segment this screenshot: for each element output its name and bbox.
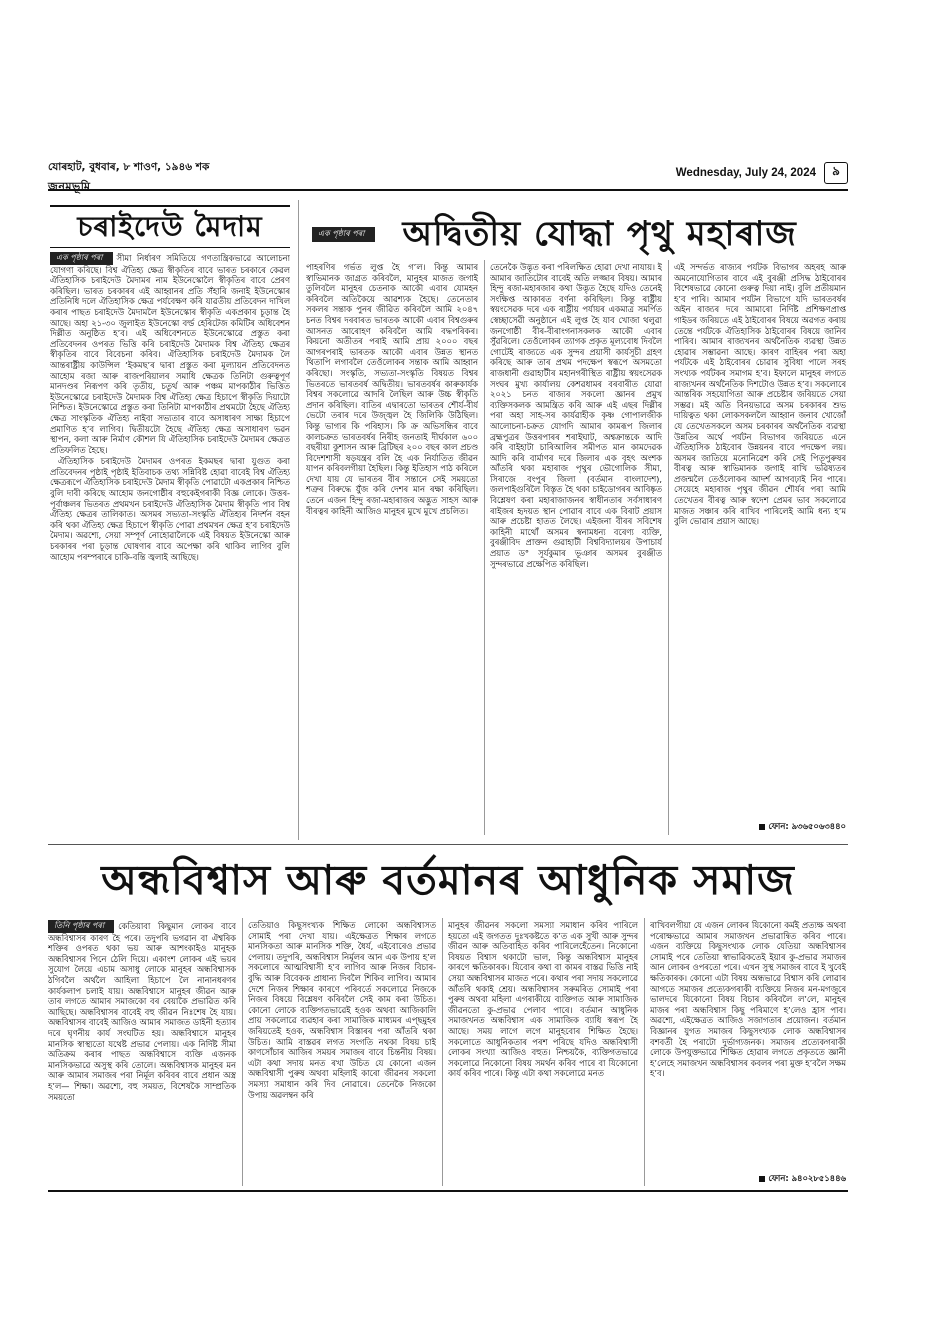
- article-2-phone: ফোন: ৯৩৬৫০৬৩৪৪০: [674, 820, 846, 834]
- article-1-para-1: এক পৃষ্ঠাৰ পৰা সীমা নিৰ্ধাৰণ সমিতিয়ে গণতান্ত্ৰিকভাৱে আলোচনা যোগণা কৰিছে। বিশ্ব ঐতিহ্য ক্ষেত্ৰ স্বীকৃতিৰ বাবে ভাৰত চৰকাৰে কেৱল ঐতিহাসিক চৰাইদেউ মৈদামৰ নাম ইউনেস্কোলৈ স্বীকৃতিৰ বাবে প্ৰেৰণ কৰিছিল। ভাৰত চৰকাৰৰ এই আহ্বানৰ প্ৰতি সঁহাৰি জনাই ইউনেস্কোৰ প্ৰতিনিধি দলে ঐতিহাসিক ক্ষেত্ৰ পৰ্যবেক্ষণ কৰি যাৱতীয় প্ৰতিবেদন দাখিল কৰাৰ পাছত চৰাইদেউ মৈদামলৈ ইউনেস্কোৰ স্বীকৃতি একপ্ৰকাৰ চূড়ান্ত হৈ আছে। অহা ২১-৩০ জুলাইত ইউনেস্কো বৰ্ল্ড হেৰিটেজ কমিটিৰ অধিবেশন দিল্লীত অনুষ্ঠিত হ’ব। এই অধিবেশনতে ইউনেস্কোৱে প্ৰস্তুত কৰা প্ৰতিবেদনৰ ওপৰত ভিত্তি কৰি চৰাইদেউ মৈদামক বিশ্ব ঐতিহ্য ক্ষেত্ৰৰ স্বীকৃতিৰ বাবে বিবেচনা কৰিব। ঐতিহাসিক চৰাইদেউ মৈদামক লৈ আন্তৰাষ্ট্ৰীয় কাউন্সিল ‘ইকমছ’ৰ দ্বাৰা প্ৰস্তুত কৰা মূল্যায়ন প্ৰতিবেদনত আহোম ৰজা আৰু ৰাজপৰিয়ালৰ সমাধি ক্ষেত্ৰক তিনিটা গুৰুত্বপূৰ্ণ মানদণ্ডৰ নিৰূপণ কৰি তৃতীয়, চতুৰ্থ আৰু পঞ্চম মাপকাঠীৰ ভিত্তিত ইউনেস্কোৱে চৰাইদেউ মৈদামক বিশ্ব ঐতিহ্য ক্ষেত্ৰ হিচাপে স্বীকৃতি দিয়াটো নিশ্চিত। ইউনেস্কোৱে প্ৰস্তুত কৰা তিনিটা মাপকাঠীৰ প্ৰথমটো হৈছে ঐতিহ্য ক্ষেত্ৰ সাংস্কৃতিক ঐতিহ্য নাইবা সভ্যতাৰ বাবে অসাধাৰণ সাক্ষ্য হিচাপে প্ৰমাণিত হ’ব লাগিব। দ্বিতীয়টো হৈছে ঐতিহ্য ক্ষেত্ৰ অসাধাৰণ ভৱন স্থাপন, কলা আৰু নিৰ্মাণ কৌশল যি ঐতিহাসিক চৰাইদেউ মৈদামৰ ক্ষেত্ৰত প্ৰতিফলিত হৈছে।: [50, 252, 290, 455]
- square-bullet-icon: [759, 824, 765, 830]
- article-1-body: [50, 252, 290, 832]
- column-divider: [484, 260, 485, 835]
- article-2-title: অদ্বিতীয় যোদ্ধা পৃথু মহাৰাজ: [402, 214, 797, 254]
- column-divider: [668, 260, 669, 835]
- header-rule: [48, 189, 848, 191]
- column-divider: [442, 918, 443, 1186]
- column-divider: [298, 200, 299, 840]
- square-bullet-icon: [759, 1176, 765, 1182]
- dateline: যোৰহাট, বুধবাৰ, ৮ শাওণ, ১৯৪৬ শক: [48, 161, 210, 173]
- article-3-col-4: ৰাখিবলগীয়া যে এজন লোকৰ যিকোনো কৰ্মই প্ৰত্যক্ষ অথবা পৰোক্ষভাৱে আমাৰ সমাজখন প্ৰভাৱান্বিত কৰিব পাৰে। এজন ব্যক্তিয়ে কিছুসংখ্যক লোক যেতিয়া অন্ধবিশ্বাসৰ সোমাই পৰে তেতিয়া স্বাভাৱিকতেই ইয়াৰ কু-প্ৰভাৱ সমাজৰ আন লোকৰ ওপৰতো পৰে। এখন সুস্থ সমাজৰ বাবে ই খুবেই ক্ষতিকাৰক। কোনো এটা বিষয় অন্ধভাৱে বিশ্বাস কৰি লোৱাৰ আগতে সমাজৰ প্ৰত্যেকগৰাকী ব্যক্তিয়ে নিজৰ মন-মগজুৰে ভালদৰে যিকোনো বিষয় বিচাৰ কৰিবলৈ ল’লে, মানুহৰ মাজৰ পৰা অন্ধবিশ্বাস কিছু পৰিমাণে হ’লেও হ্ৰাস পাব। অৱশ্যে, এইক্ষেত্ৰত আজিও সজাগতাৰ প্ৰয়োজন। বৰ্তমান বিজ্ঞানৰ যুগত সমাজৰ কিছুসংখ্যক লোক অন্ধবিশ্বাসৰ বশবৰ্তী হৈ পৰাটো দুৰ্ভাগ্যজনক। সমাজৰ প্ৰত্যেকগৰাকী লোকে উপযুক্তভাৱে শিক্ষিত হোৱাৰ লগতে প্ৰকৃততে জ্ঞানী হ’লেহে সমাজখন অন্ধবিশ্বাসৰ কবলৰ পৰা মুক্ত হ’বলৈ সক্ষম হ’ব।: [650, 920, 846, 1079]
- column-divider: [242, 918, 243, 1186]
- section-rule: [48, 844, 848, 845]
- article-1-title: চৰাইদেউ মৈদাম: [50, 205, 290, 248]
- article-1-para-2: ঐতিহাসিক চৰাইদেউ মৈদামৰ ওপৰত ইকমছৰ দ্বাৰা যুগুত কৰা প্ৰতিবেদনৰ পৃষ্ঠাই পৃষ্ঠাই ইতিবাচক তথ্য সন্নিবিষ্ট হোৱা বাবেই বিশ্ব ঐতিহ্য ক্ষেত্ৰৰূপে ঐতিহাসিক চৰাইদেউ মৈদাম স্বীকৃতি পোৱাটো একপ্ৰকাৰ নিশ্চিত বুলি দাবী কৰিছে আহোম জনগোষ্ঠীৰ বহুকেইগৰাকী বিজ্ঞ লোকে। উত্তৰ-পূৰ্বাঞ্চলৰ ভিতৰত প্ৰথমখন চৰাইদেউ ঐতিহাসিক মৈদাম স্বীকৃতি পাব বিশ্ব ঐতিহ্য ক্ষেত্ৰৰ তালিকাত। অসমৰ সভ্যতা-সংস্কৃতি ঐতিহ্যৰ নিদৰ্শন বহন কৰি থকা ঐতিহ্য ক্ষেত্ৰ হিচাপে স্বীকৃতি পোৱা প্ৰথমখন ক্ষেত্ৰ হ’ব চৰাইদেউ মৈদাম। অৱশ্যে, সেয়া সম্পূৰ্ণ নোহোৱালৈকে এই বিষয়ত ইউনেস্কো আৰু চৰকাৰৰ পৰা চূড়ান্ত ঘোষণাৰ বাবে অপেক্ষা কৰি থাকিব লাগিব বুলি আহোম পৰম্পৰাৰে চাকি-বন্তি জ্বলাই আছিছে।: [50, 456, 290, 562]
- page-bottom-rule: [48, 1190, 848, 1192]
- page-header-right: [676, 162, 848, 184]
- article-3-col-3: মানুহৰ জীৱনৰ সকলো সমস্যা সমাধান কৰিব পাৰিলে হয়তো এই জগতত দুঃখকষ্টতে ক’ত এক সুখী আৰু সুন্দৰ জীৱন আৰু অতিবাহিত কৰিব পাৰিলেহেঁতেন। নিকোনো বিষয়ত বিশ্বাস থকাটো ভাল, কিন্তু অন্ধবিশ্বাস মানুহৰ কাৰণে ক্ষতিকাৰক। যিবোৰ কথা বা কামৰ বাস্তৱ ভিত্তি নাই সেয়া অন্ধবিশ্বাসৰ মাজত পৰে। কথাৰ পৰা সদায় সকলোৱে আঁতৰি থকাই শ্ৰেয়। অন্ধবিশ্বাসৰ সৰুমৰিত সোমাই পৰা পুৰুষ অথবা মহিলা এগৰাকীয়ে ব্যক্তিগত আৰু সামাজিক জীৱনতো কু-প্ৰভাৱ পেলাব পাৰে। বৰ্তমান আধুনিক সমাজখনত অন্ধবিশ্বাস এক সামাজিক ব্যাধি স্বৰূপ হৈ আছে। সময় লাগে লগে মানুহবোৰ শিক্ষিত হৈছে। সকলোতে আধুনিকতাৰ পৰশ পৰিছে যদিও অন্ধবিশ্বাসী লোকৰ সংখ্যা আজিও বহুত। নিশ্চয়কৈ, ব্যক্তিগতভাৱে সকলোৱে নিকোনো বিষয় সমৰ্থন কৰিব পাৰে বা যিকোনো কাৰ্য কৰিব পাৰে। কিন্তু এটা কথা সকলোৱে মনত: [448, 920, 638, 1079]
- column-divider: [644, 918, 645, 1186]
- continued-tag: এক পৃষ্ঠাৰ পৰা: [50, 252, 113, 265]
- article-3-col-1: তিনি পৃষ্ঠাৰ পৰা কেতিয়াবা কিছুমান লোকৰ বাবে অন্ধবিশ্বাসৰ কাৰণ হৈ পৰে। তদুপৰি ভগৱান বা ঐশ্বৰিক শক্তিৰ ওপৰত থকা ভয় আৰু আশংকাইও মানুহক অন্ধবিশ্বাসৰ পিনে ঠেলি দিয়ে। একাংশ লোকৰ এই ভয়ৰ সুযোগ লৈয়ে এচাম অসাধু লোকে মানুহৰ অন্ধবিশ্বাসক ঠগিবলৈ অৰ্থলৈ আহিলা হিচাপে লৈ নানানধৰণৰ কাৰ্যকলাপ চলাই যায়। অন্ধবিশ্বাসে মানুহৰ জীৱন আৰু তাৰ লগতে আমাৰ সমাজকো বৰ বেয়াকৈ প্ৰভাৱিত কৰি আছিছে। অন্ধবিশ্বাসৰ বাবেই বহু জীৱন নিঃশেষ হৈ যায়। অন্ধবিশ্বাসৰ বাবেই আজিও আমাৰ সমাজত ডাইনী হত্যাৰ দৰে ঘৃণনীয় কাৰ্য সংঘটিত হয়। অন্ধবিশ্বাসে মানুহৰ মানসিক স্বাস্থ্যতো যথেষ্ট প্ৰভাৱ পেলায়। এক নিৰ্দিষ্ট সীমা অতিক্ৰম কৰাৰ পাছত অন্ধবিশ্বাসে ব্যক্তি এজনক মানসিকভাৱে অসুস্থ কৰি তোলে। অন্ধবিশ্বাসক মানুহৰ মন আৰু আমাৰ সমাজৰ পৰা নিৰ্মূল কৰিবৰ বাবে প্ৰধান অস্ত্ৰ হ’ল— শিক্ষা। অৱশ্যে, বহু সময়ত, বিশেষকৈ সাম্প্ৰতিক সময়তো: [48, 920, 236, 1102]
- continued-tag: তিনি পৃষ্ঠাৰ পৰা: [48, 920, 114, 933]
- article-2-col-2: তেনেকৈ উদ্ভৃত কৰা পৰিলক্ষিত হোৱা দেখা নাযায়। ই আমাৰ জাতিটোৰ বাবেই অতি লজ্জাৰ বিষয়। আমাৰ হিন্দু ৰজা-মহাৰজাৰ কথা উদ্ভৃত হৈছে যদিও তেনেই সংক্ষিপ্ত আকাৰত বৰ্ণনা কৰিছিল। কিন্তু ৰাষ্ট্ৰীয় স্বয়ংসেৱক দৰে এক ৰাষ্ট্ৰীয় পৰ্যায়ৰ একমাত্ৰ সমৰ্পিত স্বেচ্ছাসেৱী অনুষ্ঠানে এই লুপ্ত হৈ যাব খোজা থলুৱা জনগোষ্ঠী বীৰ-বীৰাংগনাসকলক আকৌ এবাৰ সুঁৱৰিলে। তেওঁলোকৰ ত্যাগক প্ৰকৃত মূল্যবোধ দিবলৈ গোটেই ৰাজ্যতে এক সুন্দৰ প্ৰয়াসী কাৰ্যসূচী গ্ৰহণ কৰিছে আৰু তাৰ প্ৰথম পদক্ষেপ স্বৰূপে অসমতো ৰাজধানী গুৱাহাটীৰ মহানগৰীস্থিত ৰাষ্ট্ৰীয় স্বয়ংসেৱক সংঘৰ মুখ্য কাৰ্যালয় কেশৱধামৰ বৰবাৰীত যোৱা ২০২১ চনত ৰাজ্যৰ সকলো জ্ঞানৰ প্ৰমুখ ব্যক্তিসকলক আমন্ত্ৰিত কৰি আৰু এই এছৰ দিল্লীৰ পৰা অহা সাহ-সৰ কাৰ্যৱাহীক কৃষ্ণ গোপালজীক আলোচনা-চক্ৰত যোগদি আমাৰ কামৰূপ জিলাৰ ব্ৰহ্মপুত্ৰৰ উত্তৰপাৰৰ শৰাইঘাট, অশ্বক্ৰান্তকে আদি কৰি বাইহাটা চাৰিআলিৰ সমীপত মান কামদেৱক আদি কৰি বাৰ্মাণৰ দৰে জিলাৰ এক বৃহৎ অংশক আঁতৰি থকা মহাৰাজ পৃথুৰ ভৌগোলিক সীমা, সিৰাজে বংপুৰ জিলা (বৰ্তমান বাংলাদেশ), জলপাইগুৰিলৈ বিস্তৃত হৈ থকা চাইডোগৰৰ আবিষ্কৃত বিশ্লেষণ কৰা মহাৰাজাজনৰ স্বাধীনতাৰ সৰ্বসাধাৰণ ৰাইজৰ হৃদয়ত স্থান পোৱাৰ বাবে এক বিৰাট প্ৰয়াস আৰু প্ৰচেষ্টা হাতত লৈছে। এইজনা বীৰৰ সবিশেষ কাহিনী মাথোঁ অসমৰ স্বনামধন্য বৰেণ্য ব্যক্তি, বুৰঞ্জীবিদ প্ৰাক্তন গুৱাহাটী বিশ্ববিদ্যালয়ৰ উপাচাৰ্য প্ৰয়াত ড° সূৰ্যকুমাৰ ভূঞাৰ অসমৰ বুৰঞ্জীত সুন্দৰভাৱে প্ৰক্ষেপিত কৰিছিল।: [490, 262, 662, 569]
- page-header-left: [48, 160, 448, 197]
- article-2-col-3: এই সন্দৰ্ভত ৰাজ্যৰ পৰ্যটক বিভাগৰ অহৰহ আৰু অমনোযোগিতাৰ বাবে এই বুৰঞ্জী প্ৰসিদ্ধ ঠাইবোৰৰ বিশেষভাৱে কোনো গুৰুত্ব দিয়া নাই। বুলি প্ৰতীয়মান হ’ব পাৰি। আমাৰ পৰ্যটন বিভাগে যদি ভাৰতবৰ্ষৰ অইন ৰাজ্যৰ দৰে আমাৰো নিৰ্দিষ্ট প্ৰশিক্ষণপ্ৰাপ্ত গাইডৰ জৰিয়তে এই ঠাইবোৰৰ বিষয়ে অৱগত কৰায় তেন্তে পৰ্যটকে ঐতিহাসিক ঠাইবোৰৰ বিষয়ে জানিব পাৰিব। আমাৰ ৰাজ্যখনৰ অৰ্থনৈতিক ব্যৱস্থা উন্নত হোৱাৰ সম্ভাৱনা আছে। কাৰণ বাহিৰৰ পৰা অহা পৰ্যটকে এই ঠাইবোৰৰ চোৱাৰ সুবিধা পালে সৰহ সংখ্যক পৰ্যটকৰ সমাগম হ’ব। ইফালে মানুহৰ লগতে ৰাজ্যখনৰ অৰ্থনৈতিক দিশটোও উন্নত হ’ব। সকলোৰে আন্তৰিক সহযোগিতা আৰু প্ৰচেষ্টাৰ জৰিয়তে সেয়া সম্ভৱ। মই অতি বিনয়ভাৱে অসম চৰকাৰৰ শুভ দায়িত্বত থকা লোকসকললৈ আহ্বান জনাব খোজোঁ যে তেখেতসকলে অসম চৰকাৰৰ অৰ্থনৈতিক ব্যৱস্থা উন্নতিৰ অৰ্থে পৰ্যটন বিভাগৰ জৰিয়তে এনে ঐতিহাসিক ঠাইবোৰ উন্নয়নৰ বাবে পদক্ষেপ লয়। অসমৰ জাতিয়ে মনোনিৱেশ কৰি সেই পিতৃপুৰুষৰ বীৰত্ব আৰু স্বাভিমানক জগাই ৰাখি ভৱিষ্যতৰ প্ৰজন্মলৈ তেওঁলোকৰ আদৰ্শ আগবঢ়াই নিব পাৰে। সেয়েহে মহাৰাজ পৃথুৰ জীৱন শৌৰ্যৰ পৰা আমি তেখেতৰ বীৰত্ব আৰু স্বদেশ প্ৰেমৰ ভাব সকলোৱে মাজত সঞ্চাৰ কৰি ৰাখিব পাৰিলেই আমি ধন্য হ’ম বুলি ভোৱাৰ প্ৰয়াস আছে।: [674, 262, 846, 527]
- english-date: Wednesday, July 24, 2024: [675, 167, 816, 179]
- page-number: ৯: [824, 162, 848, 184]
- continued-tag: এক পৃষ্ঠাৰ পৰা: [312, 227, 375, 242]
- newspaper-page: [48, 160, 848, 1190]
- article-2-col-1: পাহৰণিৰ গৰ্ভত লুপ্ত হৈ গ’ল। কিন্তু আমাৰ স্বাভিমানক জাগ্ৰত কৰিবলৈ, মানুহৰ মাজত জগাই তুলিবলৈ মানুহৰ চেতনাক আকৌ এবাৰ যোমহন কৰিবলৈ অতিকৈয়ে আৱশ্যক হৈছে। তেনেতাৰ সকলৰ সন্তাক পুনৰ জীৱিত কৰিবলৈ আমি ২০৪৭ চনত বিশ্বৰ দৰবাৰত ভাৰতক আকৌ এবাৰ বিশ্বগুৰুৰ আসনত আৰোহণ কৰিবলৈ আমি বদ্ধপৰিকৰ। কিয়নো অতীতৰ পৰাই আমি প্ৰায় ২০০০ বছৰ আগৰপৰাই ভাৰতক আকৌ এবাৰ উন্নত স্থানত থিতাপি লগাবলৈ তেওঁলোকৰ সন্তাক আমি আহ্বান কৰিছো। সংস্কৃতি, সভ্যতা-সংস্কৃতি বিষয়ত বিশ্বৰ ভিতৰতে ভাৰতবৰ্ষ অদ্বিতীয়। ভাৰতবৰ্ষৰ কাৰুকাৰ্যক বিশ্বৰ সকলোৱে আদৰি লৈছিল আৰু উচ্চ স্বীকৃতি প্ৰদান কৰিছিল। বাতিৰ এদ্বাৰতো ভাৰতৰ শৌৰ্য-বীৰ্য ভেটো তৰাৰ দৰে উজ্জ্বল হৈ জিলিকি উঠিছিল। কিন্তু ভাগ্যৰ কি পৰিহাস। কি ক্ৰ অভিসন্ধিৰ বাবে কালচক্ৰত ভাৰতবৰ্ষৰ নিৰীহ জনতাই দীৰ্ঘকাল ৬০০ বছৰীয়া কুশাসন আৰু ব্ৰিটিছৰ ২০০ বছৰ কাল প্ৰচণ্ড বিদেশশাসী ষড়যন্ত্ৰৰ বলি হৈ এক নিৰ্যাতিত জীৱন যাপন কৰিবলগীয়া হৈছিল। কিন্তু ইতিহাস পাঠ কৰিলে দেখা যায় যে ভাৰতৰ বীৰ সন্তানে সেই সময়তো শত্ৰুৰ বিৰুদ্ধে যুঁজ কৰি দেশৰ মান ৰক্ষা কৰিছিল। তেনে এজন হিন্দু ৰজা-মহাৰাজৰ অদ্ভুত সাহস আৰু বীৰত্বৰ কাহিনী আজিও মানুহৰ মুখে মুখে প্ৰচলিত।: [306, 262, 478, 516]
- article-3-col-2: তেতিয়াও কিছুসংখ্যক শিক্ষিত লোকো অন্ধবিশ্বাসত সোমাই পৰা দেখা যায়। এইক্ষেত্ৰত শিক্ষাৰ লগতে মানসিকতা আৰু মানসিক শক্তি, ধৈৰ্য, এইবোৰেও প্ৰভাৱ পেলায়। তদুপৰি, অন্ধবিশ্বাস নিৰ্মূলৰ আন এক উপায় হ’ল সকলোৰে আত্মবিশ্বাসী হ’ব লাগিব আৰু নিজৰ বিচাৰ-বুদ্ধি আৰু বিবেকক প্ৰাধান্য দিবলৈ শিকিব লাগিব। আমাৰ দেশে নিজৰ শিক্ষাৰ কাৰণে পৰিবৰ্তে সকলোৱে নিজকে নিজৰ বিষয়ে বিশ্লেষণ কৰিবলৈ সেই কাম কৰা উচিত। কোনো লোকে ব্যক্তিগতভাৱেই হওক অথবা আজিকালি প্ৰায় সকলোৱে ব্যৱহাৰ কৰা সামাজিক মাধ্যমৰ এপ্‌ছমুহৰ জৰিয়তেই হওক, অন্ধবিশ্বাস বিস্তাৰৰ পৰা আঁতৰি থকা উচিত। আমি বাস্তৱৰ লগত সংগতি নথকা বিষয় চাই কাণসোঁচাৰ আজিৰ সময়ৰ সমাজৰ বাবে চিন্তনীয় বিষয়। এটা কথা সদায় মনত ৰখা উচিত যে কোনো এজন অন্ধবিশ্বাসী পুৰুষ অথবা মহিলাই কাৰো জীৱনৰ সকলো সমস্যা সমাধান কৰি দিব নোৱাৰে। তেনেকৈ নিজকো উপায় অৱলম্বন কৰি: [248, 920, 436, 1100]
- article-2-header: [306, 212, 846, 256]
- masthead: জনমভূমি: [48, 180, 91, 193]
- article-3-phone: ফোন: ৯৪০২৮৫১৪৪৬: [650, 1172, 846, 1186]
- article-3-title: অন্ধবিশ্বাস আৰু বৰ্তমানৰ আধুনিক সমাজ: [101, 856, 795, 904]
